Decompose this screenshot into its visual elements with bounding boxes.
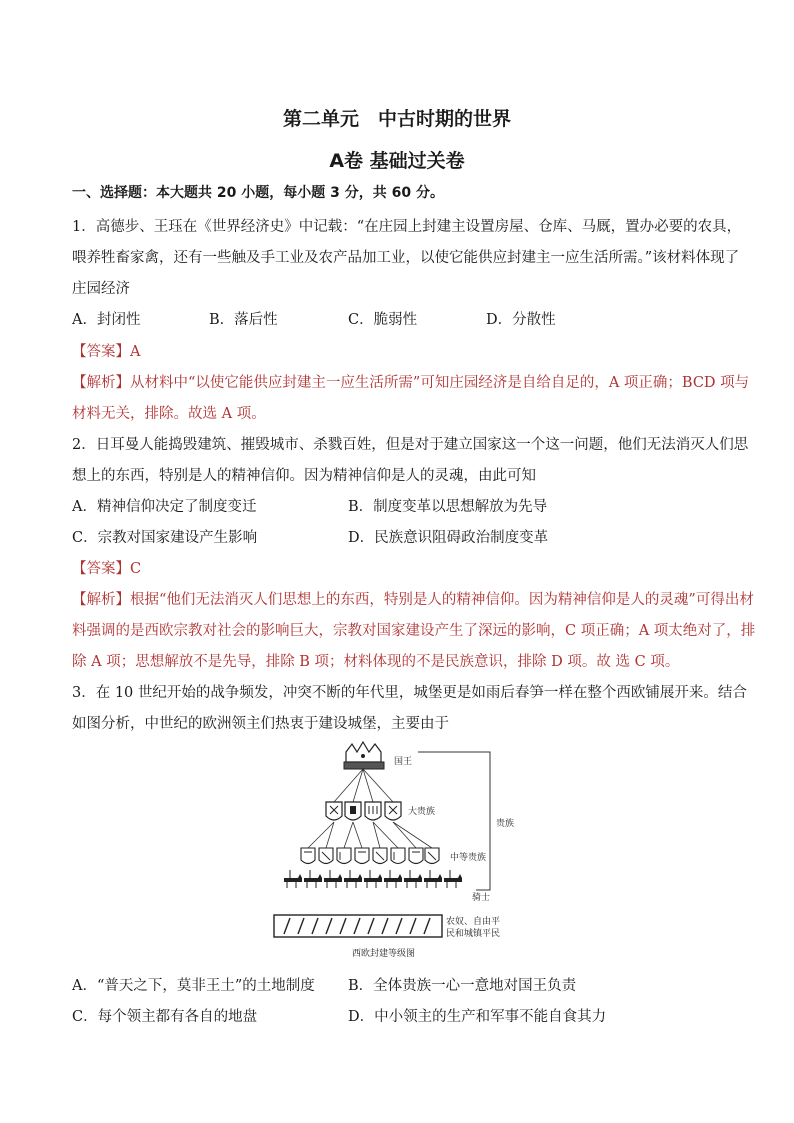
answer-value: A	[130, 344, 141, 360]
great-noble-shields	[326, 802, 401, 820]
answer-tag: 【答案】	[72, 344, 130, 360]
analysis-text: 根据“他们无法消灭人们思想上的东西，特别是人的精神信仰。因为精神信仰是人的灵魂”可得出材	[130, 592, 754, 608]
q2-option-b: B．制度变革以思想解放为先导	[348, 499, 548, 515]
hierarchy-lines-middle	[308, 822, 432, 848]
mid-noble-shields	[301, 848, 439, 864]
crown-icon	[344, 742, 384, 769]
analysis-tag: 【解析】	[72, 375, 130, 391]
q3-stem-line-1: 3．在 10 世纪开始的战争频发，冲突不断的年代里，城堡更是如雨后春笋一样在整个西欧铺展开来。结合	[72, 685, 747, 701]
q2-stem-line-2: 想上的东西，特别是人的精神信仰。因为精神信仰是人的灵魂，由此可知	[72, 468, 536, 484]
label-mid-noble: 中等贵族	[450, 853, 487, 863]
figure-caption: 西欧封建等级图	[352, 949, 416, 959]
q2-analysis-line-1	[72, 590, 754, 610]
analysis-tag: 【解析】	[72, 592, 130, 608]
commoners-box	[274, 915, 442, 937]
q3-option-a: A．“普天之下，莫非王土”的土地制度	[72, 978, 315, 994]
q3-option-c: C．每个领主都有各自的地盘	[72, 1009, 258, 1025]
q3-option-d: D．中小领主的生产和军事不能自食其力	[348, 1009, 607, 1025]
q1-option-d: D．分散性	[486, 312, 556, 328]
knight-icons	[284, 874, 462, 888]
nobility-bracket	[418, 752, 490, 890]
analysis-text: 从材料中“以使它能供应封建主一应生活所需”可知庄园经济是自给自足的，A 项正确；BCD 项与	[130, 375, 750, 391]
q1-option-a: A．封闭性	[72, 312, 141, 328]
label-commoners-1: 农奴、自由平	[446, 917, 501, 927]
answer-value: C	[130, 561, 142, 577]
answer-tag: 【答案】	[72, 561, 130, 577]
q1-answer	[72, 342, 726, 362]
label-commoners-2: 民和城镇平民	[446, 929, 501, 939]
label-nobility: 贵族	[496, 819, 515, 829]
sub-title: A卷 基础过关卷	[329, 150, 465, 172]
q2-stem-line-1: 2．日耳曼人能捣毁建筑、摧毁城市、杀戮百姓，但是对于建立国家这一个这一问题，他们无法消灭人们思	[72, 437, 749, 453]
q2-answer	[72, 559, 726, 579]
q2-option-c: C．宗教对国家建设产生影响	[72, 530, 258, 546]
q2-analysis-line-3: 除 A 项；思想解放不是先导，排除 B 项；材料体现的不是民族意识，排除 D 项。故 选 C 项。	[72, 654, 680, 670]
q1-analysis-line-1	[72, 373, 750, 393]
label-great-noble: 大贵族	[408, 807, 436, 817]
hierarchy-lines-top	[334, 769, 393, 802]
label-knight: 骑士	[472, 893, 491, 903]
feudal-hierarchy-diagram	[268, 740, 530, 962]
label-king: 国王	[394, 757, 413, 767]
q1-stem-line-1: 1．高德步、王珏在《世界经济史》中记载：“在庄园上封建主设置房屋、仓库、马厩，置办必要的农具，	[72, 219, 742, 235]
q1-stem-line-2: 喂养牲畜家禽，还有一些触及手工业及农产品加工业，以使它能供应封建主一应生活所需。”该材料体现了	[72, 250, 740, 266]
q2-option-d: D．民族意识阻碍政治制度变革	[348, 530, 549, 546]
q2-option-a: A．精神信仰决定了制度变迁	[72, 499, 257, 515]
q1-option-c: C．脆弱性	[348, 312, 418, 328]
section-heading: 一、选择题：本大题共 20 小题，每小题 3 分，共 60 分。	[72, 185, 444, 201]
unit-title: 第二单元 中古时期的世界	[282, 108, 511, 130]
q1-option-b: B．落后性	[209, 312, 278, 328]
q1-analysis-line-2: 材料无关，排除。故选 A 项。	[72, 406, 266, 422]
q3-stem-line-2: 如图分析，中世纪的欧洲领主们热衷于建设城堡，主要由于	[72, 716, 449, 732]
q3-option-b: B．全体贵族一心一意地对国王负责	[348, 978, 577, 994]
q2-analysis-line-2: 料强调的是西欧宗教对社会的影响巨大，宗教对国家建设产生了深远的影响，C 项正确；A 项太绝对了，排	[72, 623, 756, 639]
q1-stem-line-3: 庄园经济	[72, 281, 130, 297]
